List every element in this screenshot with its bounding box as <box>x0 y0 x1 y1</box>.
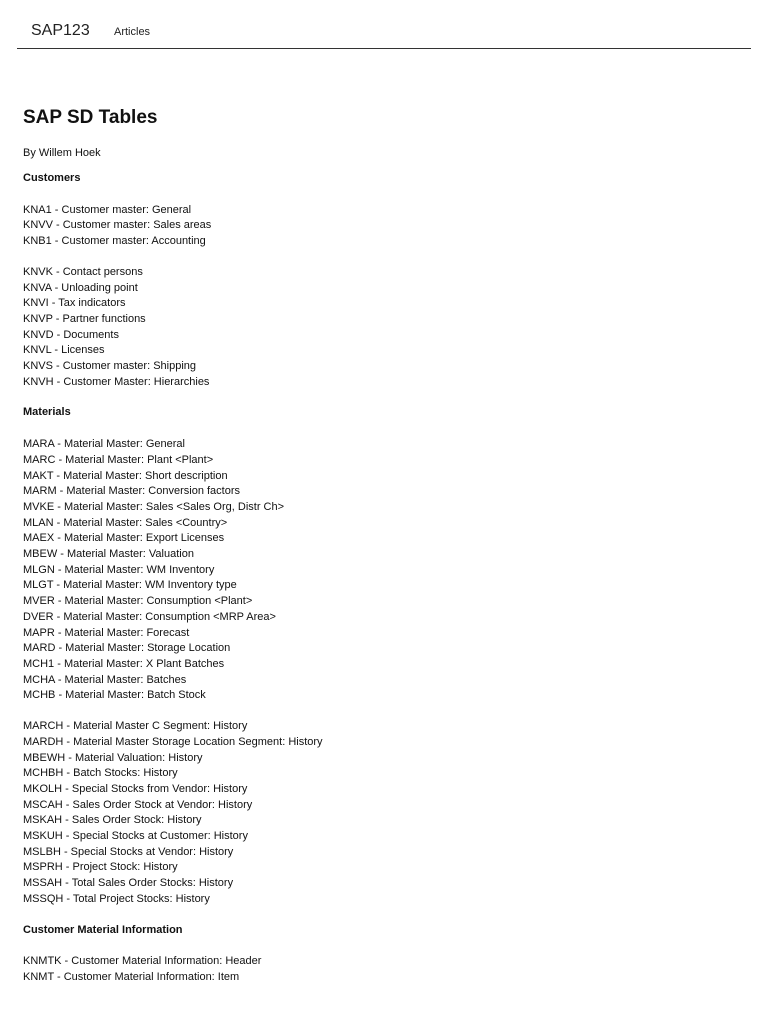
table-list-item: MSKUH - Special Stocks at Customer: History <box>23 830 248 843</box>
table-list-item: MSCAH - Sales Order Stock at Vendor: History <box>23 798 253 811</box>
section-heading: Materials <box>23 406 71 419</box>
article-body <box>23 171 743 986</box>
table-list-item: MARD - Material Master: Storage Location <box>23 642 231 655</box>
table-list-item: MBEWH - Material Valuation: History <box>23 751 203 764</box>
table-list-item: MSSQH - Total Project Stocks: History <box>23 892 210 905</box>
table-list-item: MLGN - Material Master: WM Inventory <box>23 563 215 576</box>
table-list-item: MLAN - Material Master: Sales <Country> <box>23 516 228 529</box>
table-list <box>23 719 743 907</box>
site-logo[interactable]: SAP123 <box>31 22 90 39</box>
table-list-item: MAKT - Material Master: Short description <box>23 469 228 482</box>
table-list-item: MARCH - Material Master C Segment: History <box>23 720 248 733</box>
table-list-item: MAEX - Material Master: Export Licenses <box>23 532 225 545</box>
table-list <box>23 265 743 391</box>
table-list-item: KNB1 - Customer master: Accounting <box>23 235 206 248</box>
table-list-item: KNMT - Customer Material Information: Item <box>23 970 240 983</box>
section-heading: Customers <box>23 172 81 184</box>
table-list-item: KNVH - Customer Master: Hierarchies <box>23 375 210 388</box>
site-header <box>17 0 751 49</box>
nav-link-articles[interactable]: Articles <box>114 26 151 38</box>
section-heading: Customer Material Information <box>23 923 183 936</box>
table-list-item: MKOLH - Special Stocks from Vendor: History <box>23 782 248 795</box>
table-list-item: KNVS - Customer master: Shipping <box>23 360 197 373</box>
table-list-item: MCHBH - Batch Stocks: History <box>23 767 178 780</box>
table-list-item: KNVA - Unloading point <box>23 281 138 294</box>
table-list-item: MSLBH - Special Stocks at Vendor: History <box>23 845 234 858</box>
table-list-item: MBEW - Material Master: Valuation <box>23 548 194 561</box>
table-list-item: KNVI - Tax indicators <box>23 297 126 310</box>
table-list-item: MSPRH - Project Stock: History <box>23 861 178 874</box>
table-list-item: MARC - Material Master: Plant <Plant> <box>23 453 214 466</box>
table-list-item: MSKAH - Sales Order Stock: History <box>23 814 202 827</box>
table-list-item: MCH1 - Material Master: X Plant Batches <box>23 657 225 670</box>
table-list-item: KNVP - Partner functions <box>23 312 146 325</box>
table-list-item: KNA1 - Customer master: General <box>23 203 192 216</box>
page-title: SAP SD Tables <box>23 107 158 128</box>
table-list-item: MAPR - Material Master: Forecast <box>23 626 190 639</box>
table-list-item: KNVK - Contact persons <box>23 265 143 278</box>
table-list-item: KNVL - Licenses <box>23 344 105 357</box>
table-list-item: MVKE - Material Master: Sales <Sales Org, Distr Ch> <box>23 500 285 513</box>
table-list-item: DVER - Material Master: Consumption <MRP Area> <box>23 610 276 623</box>
table-list-item: MARM - Material Master: Conversion factors <box>23 485 240 498</box>
byline: By Willem Hoek <box>23 147 101 159</box>
table-list-item: KNVD - Documents <box>23 328 119 341</box>
table-list <box>23 437 743 704</box>
table-list-item: MVER - Material Master: Consumption <Plant> <box>23 595 253 608</box>
table-list-item: KNMTK - Customer Material Information: Header <box>23 955 262 968</box>
table-list-item: MSSAH - Total Sales Order Stocks: History <box>23 877 234 890</box>
article <box>23 104 743 1001</box>
table-list-item: MCHA - Material Master: Batches <box>23 673 187 686</box>
table-list-item: MARA - Material Master: General <box>23 438 185 451</box>
table-list-item: MARDH - Material Master Storage Location Segment: History <box>23 735 323 748</box>
table-list <box>23 203 743 250</box>
table-list-item: MLGT - Material Master: WM Inventory type <box>23 579 237 592</box>
table-list <box>23 954 743 985</box>
table-list-item: MCHB - Material Master: Batch Stock <box>23 689 206 702</box>
table-list-item: KNVV - Customer master: Sales areas <box>23 219 212 232</box>
